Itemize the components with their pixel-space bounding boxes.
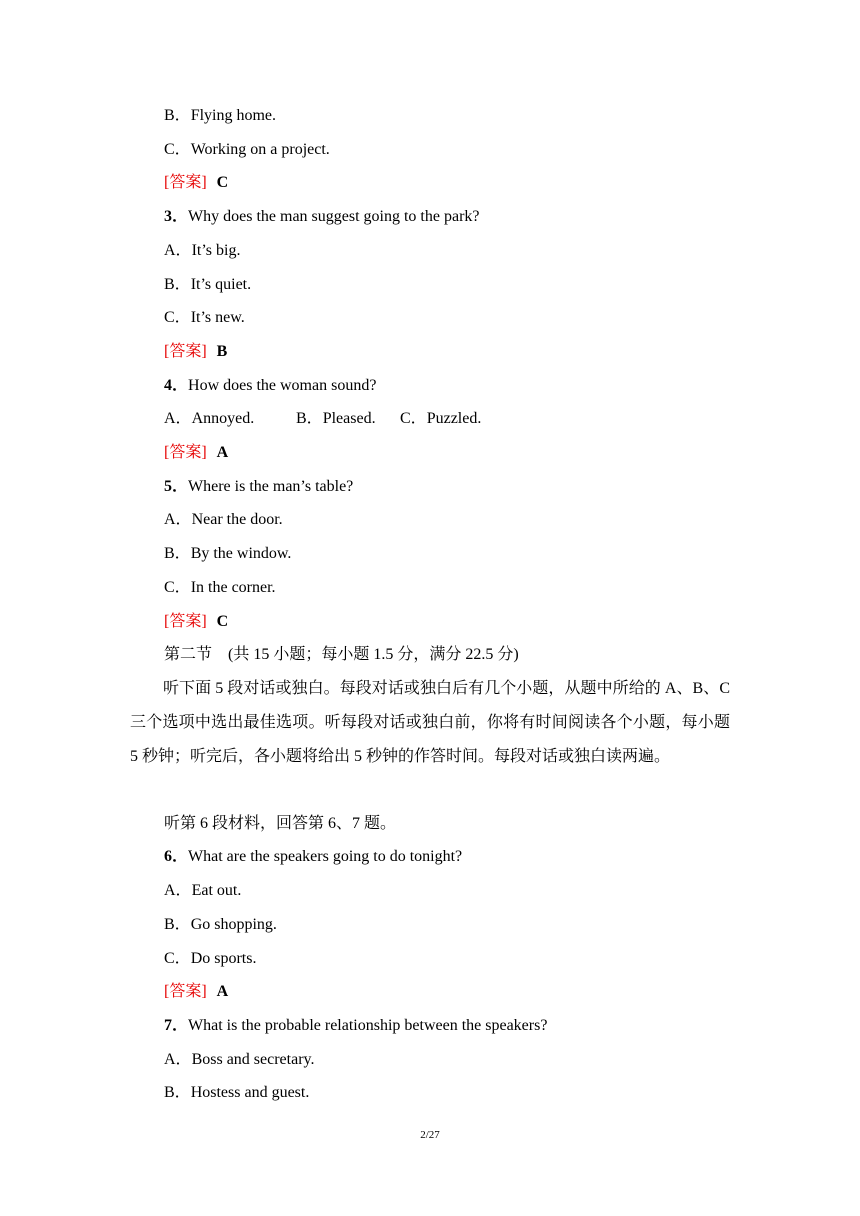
answer-label: [答案] — [164, 444, 207, 461]
question-number: 5． — [164, 477, 189, 495]
option-text: In the corner. — [190, 578, 276, 596]
question-text: Why does the man suggest going to the park? — [188, 208, 480, 226]
answer-option — [164, 881, 241, 901]
option-text: Hostess and guest. — [190, 1084, 310, 1102]
option-letter: C． — [400, 410, 427, 428]
question-number: 4． — [164, 376, 189, 394]
option-text: Pleased. — [322, 410, 376, 428]
option-letter: A． — [164, 410, 192, 428]
question — [164, 207, 480, 227]
option-letter: B． — [164, 107, 191, 124]
answer-key — [164, 342, 227, 362]
answer-option — [164, 1083, 309, 1103]
question — [164, 477, 353, 497]
instruction-paragraph: 听下面 5 段对话或独白。每段对话或独白后有几个小题，从题中所给的 A、B、C 三个选项中选出最佳选项。听每段对话或独白前，你将有时间阅读各个小题，每小题 5 秒钟；听完后，各小题将给出 5 秒钟的作答时间。每段对话或独白读两遍。 — [130, 679, 730, 765]
answer-option — [296, 409, 400, 429]
answer-option — [164, 241, 240, 261]
option-text: By the window. — [190, 545, 292, 563]
answer-option — [164, 275, 251, 295]
question — [164, 376, 376, 396]
question-text: What are the speakers going to do tonight? — [188, 848, 463, 866]
answer-option — [164, 949, 256, 969]
option-text: Working on a project. — [190, 140, 330, 158]
option-letter: C． — [164, 309, 191, 327]
answer-label: [答案] — [164, 174, 207, 192]
option-letter: A． — [164, 241, 192, 259]
option-letter: A． — [164, 1050, 192, 1068]
option-text: Flying home. — [190, 107, 277, 124]
question-number: 6． — [164, 848, 189, 866]
answer-value: C — [216, 174, 229, 192]
question-text: What is the probable relationship between the speakers? — [188, 1016, 548, 1034]
option-text: Near the door. — [191, 511, 283, 529]
answer-option — [164, 915, 277, 935]
question-text: How does the woman sound? — [188, 376, 377, 394]
answer-option — [164, 1050, 314, 1070]
answer-key — [164, 173, 228, 193]
question — [164, 847, 462, 867]
option-text: Do sports. — [190, 949, 257, 967]
option-text: It’s quiet. — [190, 275, 252, 293]
option-letter: C． — [164, 578, 191, 596]
answer-option — [164, 409, 296, 429]
inline-answer-options — [164, 409, 481, 429]
option-text: Puzzled. — [426, 410, 482, 428]
page-number: 2/27 — [420, 1129, 440, 1141]
option-letter: B． — [296, 410, 323, 428]
option-text: Annoyed. — [191, 410, 255, 428]
answer-value: A — [216, 983, 229, 1001]
answer-option — [164, 510, 283, 530]
answer-value: B — [216, 342, 228, 360]
option-text: It’s big. — [191, 241, 241, 259]
option-letter: B． — [164, 545, 191, 563]
question-number: 7． — [164, 1016, 189, 1034]
answer-option — [164, 308, 245, 328]
answer-option — [164, 140, 330, 160]
answer-label: [答案] — [164, 612, 207, 630]
option-letter: A． — [164, 882, 192, 900]
question — [164, 1016, 547, 1036]
answer-label: [答案] — [164, 983, 207, 1001]
answer-value: C — [216, 612, 229, 630]
material-instruction: 听第 6 段材料，回答第 6、7 题。 — [164, 814, 397, 832]
answer-value: A — [216, 444, 229, 461]
answer-option — [164, 106, 276, 126]
option-letter: B． — [164, 1084, 191, 1102]
option-letter: B． — [164, 275, 191, 293]
section-heading: 第二节 (共 15 小题；每小题 1.5 分，满分 22.5 分) — [164, 646, 519, 664]
answer-option — [164, 544, 291, 564]
answer-option — [164, 578, 276, 598]
option-text: Go shopping. — [190, 915, 277, 933]
question-text: Where is the man’s table? — [188, 477, 354, 495]
answer-option — [400, 409, 481, 429]
answer-key — [164, 443, 228, 463]
option-letter: B． — [164, 915, 191, 933]
option-letter: C． — [164, 949, 191, 967]
option-letter: A． — [164, 511, 192, 529]
answer-key — [164, 982, 228, 1002]
option-text: Boss and secretary. — [191, 1050, 315, 1068]
option-text: Eat out. — [191, 882, 242, 900]
option-letter: C． — [164, 140, 191, 158]
question-number: 3． — [164, 208, 189, 226]
answer-label: [答案] — [164, 342, 207, 360]
option-text: It’s new. — [190, 309, 245, 327]
answer-key — [164, 612, 228, 632]
